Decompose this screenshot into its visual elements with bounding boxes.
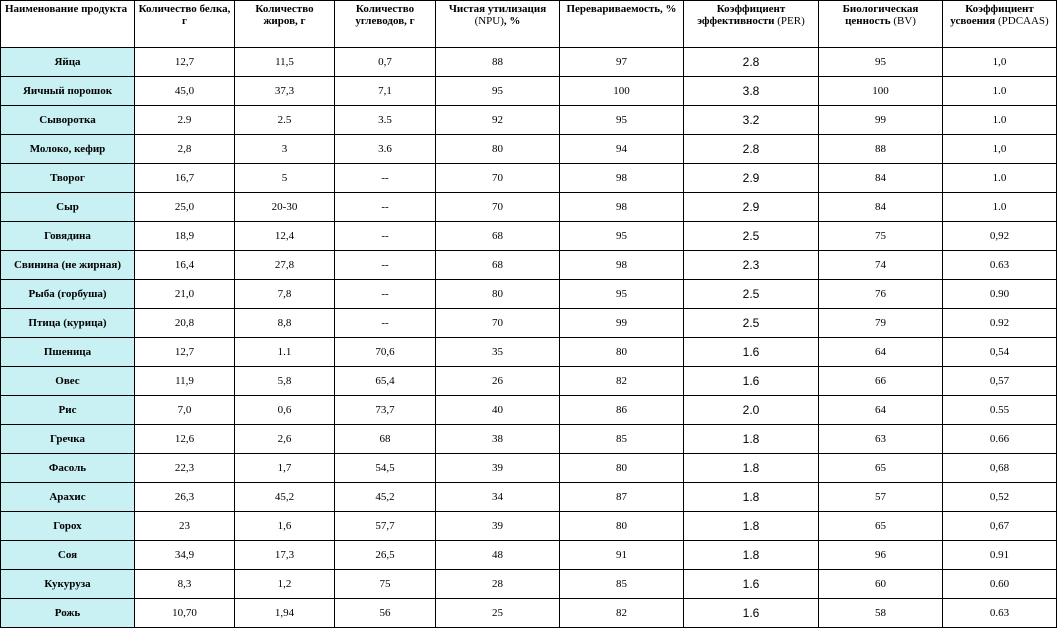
cell-product-name: Сыворотка	[1, 106, 135, 135]
cell-npu: 39	[436, 454, 560, 483]
cell-per: 1.8	[684, 454, 819, 483]
cell-per: 3.2	[684, 106, 819, 135]
cell-fat: 2.5	[235, 106, 335, 135]
cell-carbs: --	[335, 164, 436, 193]
cell-carbs: 3.5	[335, 106, 436, 135]
cell-protein: 16,4	[135, 251, 235, 280]
cell-per: 2.9	[684, 193, 819, 222]
cell-digestibility: 82	[560, 599, 684, 628]
cell-fat: 1.1	[235, 338, 335, 367]
cell-protein: 7,0	[135, 396, 235, 425]
cell-product-name: Соя	[1, 541, 135, 570]
cell-npu: 68	[436, 251, 560, 280]
cell-npu: 95	[436, 77, 560, 106]
cell-bv: 65	[819, 454, 943, 483]
cell-carbs: 26,5	[335, 541, 436, 570]
cell-fat: 5,8	[235, 367, 335, 396]
cell-digestibility: 97	[560, 48, 684, 77]
cell-protein: 12,6	[135, 425, 235, 454]
header-protein: Количество белка, г	[135, 1, 235, 48]
cell-pdcaas: 1.0	[943, 77, 1057, 106]
table-row	[1, 106, 1057, 135]
cell-pdcaas: 1,0	[943, 48, 1057, 77]
cell-per: 2.8	[684, 135, 819, 164]
cell-per: 1.6	[684, 338, 819, 367]
header-per: Коэффициент эффективности (PER)	[684, 1, 819, 48]
cell-bv: 99	[819, 106, 943, 135]
cell-protein: 23	[135, 512, 235, 541]
cell-product-name: Рыба (горбуша)	[1, 280, 135, 309]
header-npu: Чистая утилизация (NPU), %	[436, 1, 560, 48]
cell-digestibility: 94	[560, 135, 684, 164]
table-row	[1, 164, 1057, 193]
table-row	[1, 599, 1057, 628]
cell-per: 2.5	[684, 280, 819, 309]
cell-pdcaas: 1.0	[943, 106, 1057, 135]
cell-product-name: Птица (курица)	[1, 309, 135, 338]
table-row	[1, 570, 1057, 599]
cell-pdcaas: 0.91	[943, 541, 1057, 570]
cell-npu: 92	[436, 106, 560, 135]
cell-per: 2.0	[684, 396, 819, 425]
header-carbs: Количество углеводов, г	[335, 1, 436, 48]
table-row	[1, 483, 1057, 512]
table-row	[1, 367, 1057, 396]
cell-product-name: Говядина	[1, 222, 135, 251]
table-row	[1, 193, 1057, 222]
cell-digestibility: 80	[560, 338, 684, 367]
cell-bv: 74	[819, 251, 943, 280]
cell-pdcaas: 0,57	[943, 367, 1057, 396]
cell-carbs: --	[335, 309, 436, 338]
cell-carbs: 75	[335, 570, 436, 599]
cell-carbs: 45,2	[335, 483, 436, 512]
cell-fat: 1,7	[235, 454, 335, 483]
cell-fat: 12,4	[235, 222, 335, 251]
cell-pdcaas: 0.60	[943, 570, 1057, 599]
cell-protein: 12,7	[135, 338, 235, 367]
header-fat: Количество жиров, г	[235, 1, 335, 48]
cell-pdcaas: 0.90	[943, 280, 1057, 309]
cell-protein: 26,3	[135, 483, 235, 512]
cell-carbs: --	[335, 222, 436, 251]
cell-npu: 26	[436, 367, 560, 396]
cell-per: 2.3	[684, 251, 819, 280]
cell-digestibility: 80	[560, 454, 684, 483]
cell-fat: 20-30	[235, 193, 335, 222]
cell-npu: 35	[436, 338, 560, 367]
cell-product-name: Кукуруза	[1, 570, 135, 599]
cell-npu: 34	[436, 483, 560, 512]
cell-digestibility: 95	[560, 280, 684, 309]
cell-bv: 96	[819, 541, 943, 570]
cell-protein: 11,9	[135, 367, 235, 396]
cell-digestibility: 85	[560, 425, 684, 454]
cell-carbs: 3.6	[335, 135, 436, 164]
cell-protein: 10,70	[135, 599, 235, 628]
cell-protein: 20,8	[135, 309, 235, 338]
cell-per: 1.8	[684, 512, 819, 541]
table-row	[1, 396, 1057, 425]
cell-carbs: 70,6	[335, 338, 436, 367]
cell-digestibility: 82	[560, 367, 684, 396]
cell-pdcaas: 0.55	[943, 396, 1057, 425]
table-row	[1, 48, 1057, 77]
table-row	[1, 541, 1057, 570]
cell-bv: 88	[819, 135, 943, 164]
cell-per: 1.6	[684, 570, 819, 599]
cell-bv: 79	[819, 309, 943, 338]
cell-fat: 27,8	[235, 251, 335, 280]
cell-per: 1.8	[684, 425, 819, 454]
cell-digestibility: 87	[560, 483, 684, 512]
cell-npu: 68	[436, 222, 560, 251]
cell-product-name: Яйца	[1, 48, 135, 77]
cell-bv: 58	[819, 599, 943, 628]
cell-bv: 65	[819, 512, 943, 541]
cell-digestibility: 86	[560, 396, 684, 425]
cell-protein: 12,7	[135, 48, 235, 77]
cell-per: 1.6	[684, 367, 819, 396]
cell-bv: 60	[819, 570, 943, 599]
table-row	[1, 309, 1057, 338]
cell-fat: 45,2	[235, 483, 335, 512]
table-row	[1, 222, 1057, 251]
cell-pdcaas: 0.92	[943, 309, 1057, 338]
header-bv: Биологическая ценность (BV)	[819, 1, 943, 48]
cell-carbs: 0,7	[335, 48, 436, 77]
cell-bv: 95	[819, 48, 943, 77]
cell-pdcaas: 0,54	[943, 338, 1057, 367]
cell-per: 2.9	[684, 164, 819, 193]
cell-protein: 34,9	[135, 541, 235, 570]
cell-pdcaas: 0.63	[943, 599, 1057, 628]
cell-product-name: Рис	[1, 396, 135, 425]
cell-product-name: Сыр	[1, 193, 135, 222]
cell-product-name: Творог	[1, 164, 135, 193]
cell-bv: 75	[819, 222, 943, 251]
cell-protein: 45,0	[135, 77, 235, 106]
cell-fat: 1,6	[235, 512, 335, 541]
cell-product-name: Яичный порошок	[1, 77, 135, 106]
cell-npu: 39	[436, 512, 560, 541]
cell-carbs: 68	[335, 425, 436, 454]
table-row	[1, 77, 1057, 106]
header-product-name: Наименование продукта	[1, 1, 135, 48]
cell-bv: 76	[819, 280, 943, 309]
table-row	[1, 251, 1057, 280]
table-header-row	[1, 1, 1057, 48]
cell-bv: 100	[819, 77, 943, 106]
header-pdcaas: Коэффициент усвоения (PDCAAS)	[943, 1, 1057, 48]
cell-carbs: 54,5	[335, 454, 436, 483]
cell-per: 2.8	[684, 48, 819, 77]
cell-bv: 84	[819, 164, 943, 193]
cell-product-name: Рожь	[1, 599, 135, 628]
cell-product-name: Молоко, кефир	[1, 135, 135, 164]
cell-protein: 21,0	[135, 280, 235, 309]
cell-product-name: Гречка	[1, 425, 135, 454]
cell-carbs: 56	[335, 599, 436, 628]
cell-fat: 8,8	[235, 309, 335, 338]
cell-per: 1.8	[684, 541, 819, 570]
cell-per: 3.8	[684, 77, 819, 106]
cell-digestibility: 95	[560, 222, 684, 251]
table-row	[1, 512, 1057, 541]
cell-protein: 2.9	[135, 106, 235, 135]
cell-pdcaas: 1,0	[943, 135, 1057, 164]
cell-fat: 11,5	[235, 48, 335, 77]
cell-npu: 28	[436, 570, 560, 599]
cell-pdcaas: 0.63	[943, 251, 1057, 280]
cell-digestibility: 98	[560, 193, 684, 222]
cell-fat: 5	[235, 164, 335, 193]
cell-product-name: Фасоль	[1, 454, 135, 483]
cell-protein: 25,0	[135, 193, 235, 222]
cell-carbs: --	[335, 280, 436, 309]
cell-product-name: Свинина (не жирная)	[1, 251, 135, 280]
cell-protein: 8,3	[135, 570, 235, 599]
cell-bv: 84	[819, 193, 943, 222]
cell-bv: 57	[819, 483, 943, 512]
cell-protein: 2,8	[135, 135, 235, 164]
cell-fat: 0,6	[235, 396, 335, 425]
cell-carbs: 57,7	[335, 512, 436, 541]
table-row	[1, 135, 1057, 164]
cell-digestibility: 98	[560, 164, 684, 193]
header-digestibility: Перевариваемость, %	[560, 1, 684, 48]
cell-fat: 1,2	[235, 570, 335, 599]
cell-carbs: 73,7	[335, 396, 436, 425]
cell-npu: 70	[436, 309, 560, 338]
table-row	[1, 454, 1057, 483]
cell-pdcaas: 0.66	[943, 425, 1057, 454]
cell-carbs: --	[335, 251, 436, 280]
cell-protein: 22,3	[135, 454, 235, 483]
cell-bv: 66	[819, 367, 943, 396]
cell-carbs: --	[335, 193, 436, 222]
cell-bv: 64	[819, 396, 943, 425]
cell-carbs: 65,4	[335, 367, 436, 396]
cell-fat: 17,3	[235, 541, 335, 570]
cell-digestibility: 91	[560, 541, 684, 570]
cell-npu: 70	[436, 193, 560, 222]
table-row	[1, 338, 1057, 367]
cell-protein: 16,7	[135, 164, 235, 193]
cell-fat: 1,94	[235, 599, 335, 628]
cell-npu: 40	[436, 396, 560, 425]
cell-per: 2.5	[684, 222, 819, 251]
cell-product-name: Горох	[1, 512, 135, 541]
cell-carbs: 7,1	[335, 77, 436, 106]
cell-digestibility: 99	[560, 309, 684, 338]
cell-npu: 70	[436, 164, 560, 193]
cell-digestibility: 80	[560, 512, 684, 541]
cell-fat: 3	[235, 135, 335, 164]
cell-pdcaas: 1.0	[943, 164, 1057, 193]
cell-digestibility: 95	[560, 106, 684, 135]
cell-per: 2.5	[684, 309, 819, 338]
cell-npu: 48	[436, 541, 560, 570]
cell-digestibility: 100	[560, 77, 684, 106]
cell-per: 1.8	[684, 483, 819, 512]
table-body	[1, 48, 1057, 628]
cell-npu: 88	[436, 48, 560, 77]
cell-npu: 80	[436, 135, 560, 164]
cell-digestibility: 85	[560, 570, 684, 599]
table-row	[1, 280, 1057, 309]
cell-product-name: Пшеница	[1, 338, 135, 367]
cell-product-name: Овес	[1, 367, 135, 396]
cell-npu: 80	[436, 280, 560, 309]
cell-fat: 37,3	[235, 77, 335, 106]
cell-pdcaas: 0,52	[943, 483, 1057, 512]
cell-bv: 64	[819, 338, 943, 367]
cell-per: 1.6	[684, 599, 819, 628]
cell-npu: 38	[436, 425, 560, 454]
cell-pdcaas: 0,67	[943, 512, 1057, 541]
cell-digestibility: 98	[560, 251, 684, 280]
cell-pdcaas: 1.0	[943, 193, 1057, 222]
cell-fat: 7,8	[235, 280, 335, 309]
cell-bv: 63	[819, 425, 943, 454]
cell-fat: 2,6	[235, 425, 335, 454]
cell-pdcaas: 0,92	[943, 222, 1057, 251]
cell-npu: 25	[436, 599, 560, 628]
cell-product-name: Арахис	[1, 483, 135, 512]
cell-protein: 18,9	[135, 222, 235, 251]
table-row	[1, 425, 1057, 454]
cell-pdcaas: 0,68	[943, 454, 1057, 483]
